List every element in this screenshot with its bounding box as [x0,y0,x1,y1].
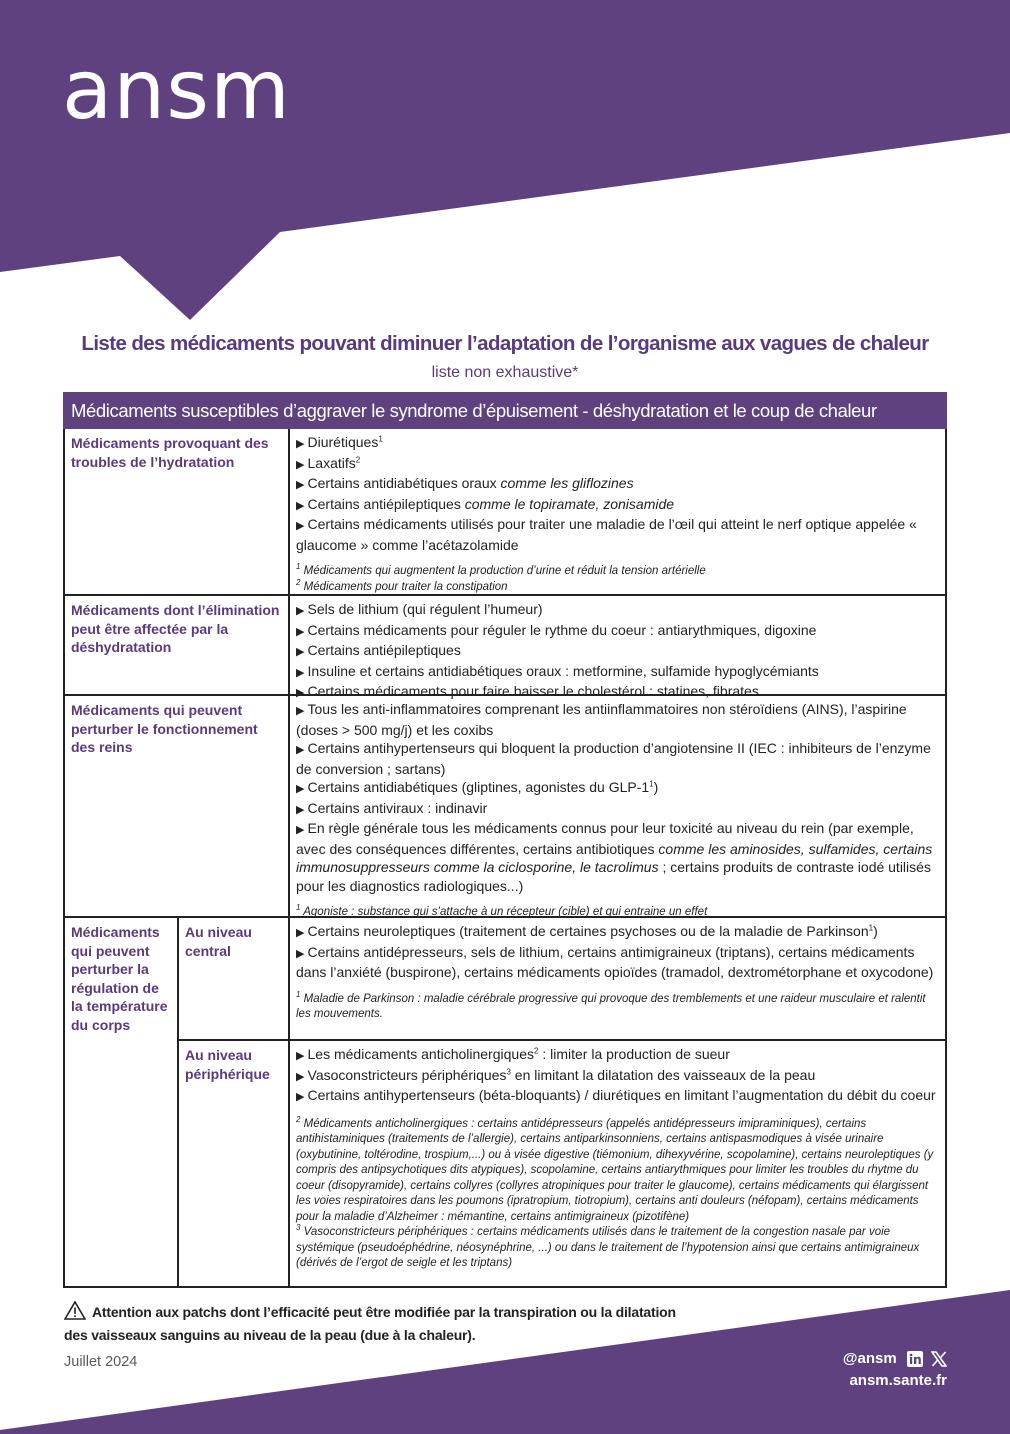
list-item: ▶ Certains antiviraux : indinavir [296,799,939,820]
list-item: ▶ Certains antihypertenseurs qui bloquent la production d’angiotensine II (IEC : inhibiteurs de l’enzyme de conversion ; sartans) [296,739,939,778]
row-content [290,429,945,594]
page-title: Liste des médicaments pouvant diminuer l’adaptation de l’organisme aux vagues de chaleur [81,332,929,355]
list-item: ▶ Insuline et certains antidiabétiques oraux : metformine, sulfamide hypoglycémiants [296,662,939,683]
list-item: ▶ Certains antihypertenseurs (béta-bloquants) / diurétiques en limitant l’augmentation du débit du coeur [296,1086,939,1107]
subrow-label: Au niveau central [179,918,290,1039]
row-label: Médicaments qui peuvent perturber le fonctionnement des reins [65,696,290,916]
list-item: ▶ Certains médicaments pour réguler le rythme du coeur : antiarythmiques, digoxine [296,621,939,642]
warning-note [64,1301,676,1345]
list-item: ▶ Certains neuroleptiques (traitement de certaines psychoses ou de la maladie de Parkinson$^1$) [296,922,939,943]
row-content [290,596,945,699]
list-item: ▶ Sels de lithium (qui régulent l’humeur) [296,600,939,621]
table-row-group [63,918,947,1288]
table-row [63,596,947,699]
list-item: ▶ Diurétiques$^1$ [296,433,939,454]
page-subtitle: liste non exhaustive* [431,364,579,381]
footnote: $^1$ Maladie de Parkinson : maladie cérébrale progressive qui provoque des tremblements et une raideur musculaire et ralentit les mouvements. [296,989,926,1020]
list-item: ▶ Certains antidépresseurs, sels de lithium, certains antimigraineux (triptans), certains médicaments dans l’anxiété (buspirone), certains médicaments opioïdes (tramadol, dextrométorphane et oxycodone) [296,943,939,982]
medications-table [63,392,947,1288]
publication-date: Juillet 2024 [64,1354,138,1370]
footnote: $^2$ Médicaments pour traiter la constipation [296,577,508,593]
warning-triangle-icon [64,1301,86,1325]
list-item: ▶ Certains antiépileptiques comme le topiramate, zonisamide [296,495,939,516]
subrow-label: Au niveau périphérique [179,1041,290,1286]
list-item: ▶ Laxatifs$^2$ [296,454,939,475]
list-item: ▶ Certains médicaments pour faire baisser le cholestérol : statines, fibrates [296,682,939,703]
list-item: ▶ Certains antidiabétiques (gliptines, agonistes du GLP-$1^1$) [296,778,939,799]
footnote: $^1$ Médicaments qui augmentent la production d’urine et réduit la tension artérielle [296,562,706,577]
warning-line-2: des vaisseaux sanguins au niveau de la peau (due à la chaleur). [64,1327,476,1343]
table-row [63,429,947,596]
row-label: Médicaments dont l’élimination peut être affectée par la déshydratation [65,596,290,694]
list-item: ▶ Les médicaments anticholinergiques$^2$ : limiter la production de sueur [296,1045,939,1066]
row-label: Médicaments qui peuvent perturber la régulation de la température du corps [65,918,179,1286]
table-subrow [179,1039,945,1286]
row-content [290,696,945,916]
linkedin-icon[interactable] [907,1351,923,1367]
row-content [290,918,945,1039]
social-handle[interactable]: @ansm [842,1350,897,1367]
list-item: ▶ En règle générale tous les médicaments connus pour leur toxicité au niveau du rein (par exemple, avec des conséquences différentes, certains antibiotiques comme les aminosides, sulfamides, certains immunosuppresseurs comme la ciclosporine, le tacrolimus ; certains produits de contraste iodé utilisés pour les diagnostics radiologiques...) [296,819,939,895]
table-header: Médicaments susceptibles d’aggraver le syndrome d’épuisement - déshydratation et le coup de chaleur [63,392,947,429]
social-links [843,1349,947,1391]
x-icon[interactable] [931,1351,947,1367]
list-item: ▶ Certains antidiabétiques oraux comme les gliflozines [296,474,939,495]
footnote: $^3$ Vasoconstricteurs périphériques : certains médicaments utilisés dans le traitement de la congestion nasale par voie systémique (pseudoéphédrine, néosynéphrine, ...) ou dans le traitement de l’hypotension ainsi que certains antimigraineux (dérivés de l’ergot de seigle et les triptans) [296,1223,920,1269]
ansm-logo: ansm [62,43,291,138]
footnote: $^2$ Médicaments anticholinergiques : certains antidépresseurs (appelés antidépresseurs imipraminiques), certains antihistaminiques (traitements de l’allergie), certains antiparkinsonniens, certains antispasmodiques à visée urinaire (oxybutinine, toltérodine, trospium,...) ou à visée digestive (tiémonium, dihexyvérine, scopolamine), certains neuroleptiques (y compris des antipsychotiques dits atypiques), scopolamine, certains antiarythmiques pour limiter les troubles du rhytme du coeur (disopyramide), certains collyres (collyres atropiniques pour traiter le glaucome), certains médicaments qui élargissent les voies respiratoires dans les poumons (ipratropium, tiotropium), certains anti douleurs (néfopam), certains médicaments pour la maladie d’Alzheimer : mémantine, certains antimigraineux (pizotifène) [296,1114,934,1223]
list-item: ▶ Certains médicaments utilisés pour traiter une maladie de l’œil qui atteint le nerf optique appelée « glaucome » comme l’acétazolamide [296,515,939,554]
footnote: $^1$ Agoniste : substance qui s’attache à un récepteur (cible) et qui entraine un effet [296,903,708,918]
table-subrow [179,918,945,1039]
row-label: Médicaments provoquant des troubles de l’hydratation [65,429,290,594]
list-item: ▶ Vasoconstricteurs périphériques$^3$ en limitant la dilatation des vaisseaux de la peau [296,1066,939,1087]
row-content [290,1041,945,1286]
list-item: ▶ Certains antiépileptiques [296,641,939,662]
warning-line-1: Attention aux patchs dont l’efficacité peut être modifiée par la transpiration ou la dilatation [92,1304,676,1320]
table-row [63,696,947,918]
list-item: ▶ Tous les anti-inflammatoires comprenant les antiinflammatoires non stéroïdiens (AINS), l’aspirine (doses > 500 mg/j) et les coxibs [296,700,939,739]
website-link[interactable]: ansm.sante.fr [849,1372,947,1389]
